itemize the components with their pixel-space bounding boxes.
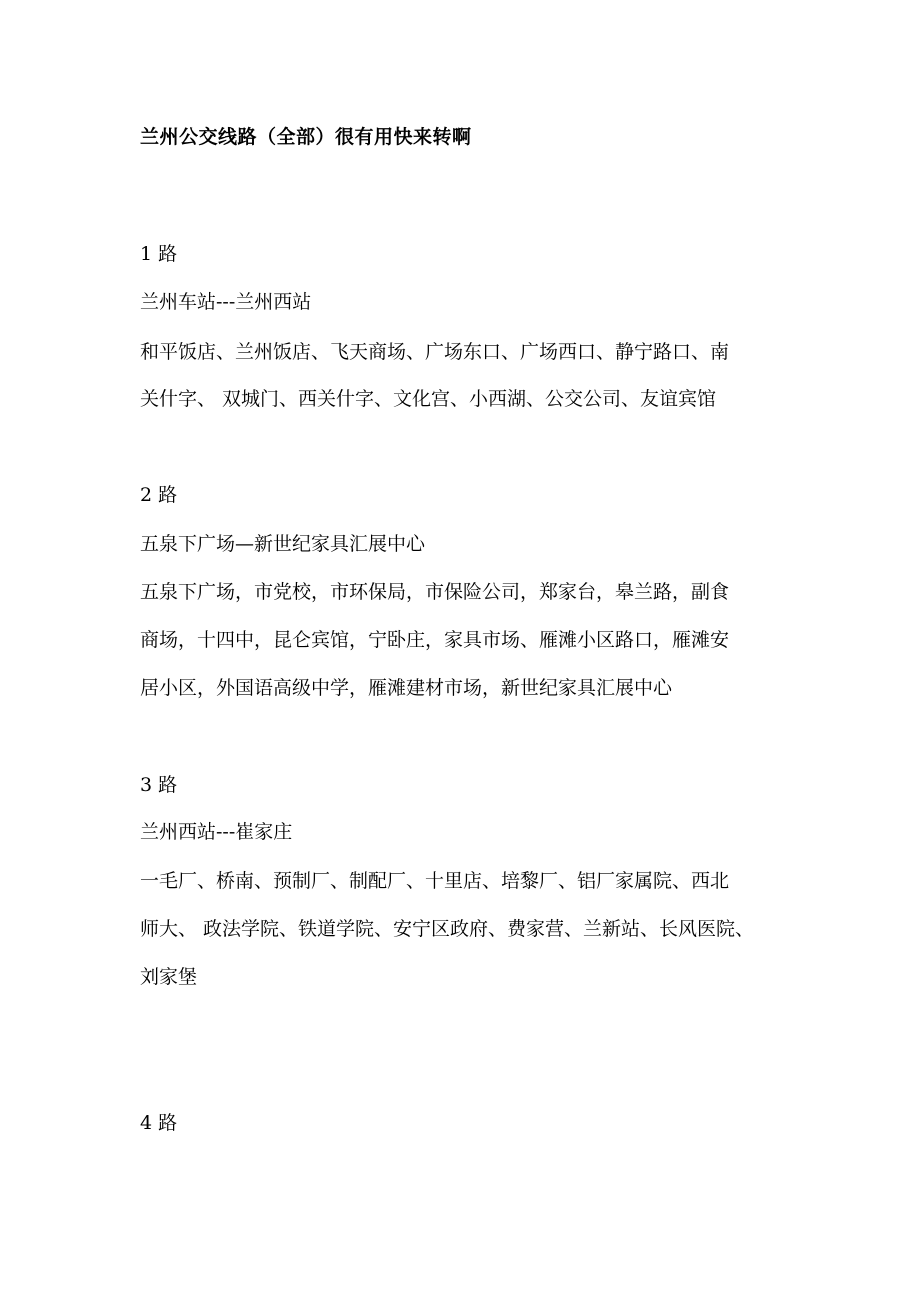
route-3-name: 3 路 [140,774,178,796]
route-3-stops-line-2: 师大、 政法学院、铁道学院、安宁区政府、费家营、兰新站、长风医院、 [140,918,755,940]
route-1-stops-line-1: 和平饭店、兰州饭店、飞天商场、广场东口、广场西口、静宁路口、南 [140,341,730,363]
route-3-stops-line-1: 一毛厂、桥南、预制厂、制配厂、十里店、培黎厂、铝厂家属院、西北 [140,870,730,892]
route-2-endpoints: 五泉下广场—新世纪家具汇展中心 [140,533,426,555]
route-1-name: 1 路 [140,243,178,265]
route-3-endpoints: 兰州西站---崔家庄 [140,821,293,843]
route-3-stops-line-3: 刘家堡 [140,966,198,988]
route-4-name: 4 路 [140,1112,178,1134]
route-2-stops-line-3: 居小区，外国语高级中学，雁滩建材市场，新世纪家具汇展中心 [140,677,673,699]
document-title: 兰州公交线路（全部）很有用快来转啊 [140,126,472,148]
route-1-stops-line-2: 关什字、 双城门、西关什字、文化宫、小西湖、公交公司、友谊宾馆 [140,388,717,410]
route-2-stops-line-2: 商场，十四中，昆仑宾馆，宁卧庄，家具市场、雁滩小区路口，雁滩安 [140,629,730,651]
route-1-endpoints: 兰州车站---兰州西站 [140,291,312,313]
route-2-stops-line-1: 五泉下广场，市党校，市环保局，市保险公司，郑家台，皋兰路，副食 [140,581,730,603]
route-2-name: 2 路 [140,484,178,506]
